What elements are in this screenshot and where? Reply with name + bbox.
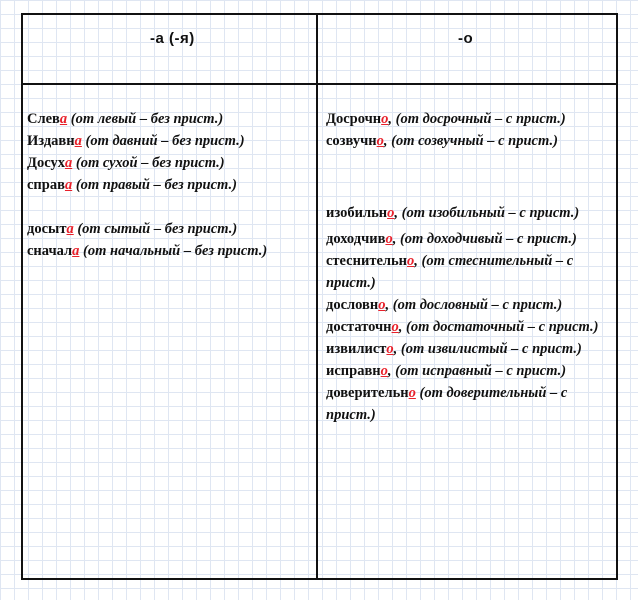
suffix: о	[387, 205, 395, 221]
suffix: а	[59, 111, 68, 127]
right-column	[326, 108, 611, 426]
column-divider	[316, 13, 318, 580]
header-divider	[21, 83, 618, 85]
entry-snachala: сначала (от начальный – без прист.)	[27, 243, 268, 259]
entry-dostatochno: достаточно, (от достаточный – с прист.)	[326, 319, 599, 335]
entry-sozvuchno: созвучно, (от созвучный – с прист.)	[326, 133, 558, 149]
suffix: о	[378, 297, 386, 313]
entry-dosukha: Досуха (от сухой – без прист.)	[27, 155, 225, 171]
header-suffix-o: -о	[458, 30, 474, 47]
suffix: о	[381, 111, 389, 127]
suffix: о	[391, 319, 399, 335]
suffix: а	[64, 155, 73, 171]
entry-dokhodchivo: доходчиво, (от доходчивый – с прист.)	[326, 231, 577, 247]
entry-sleva: Слева (от левый – без прист.)	[27, 111, 224, 127]
suffix: а	[64, 177, 73, 193]
entry-dosyta: досыта (от сытый – без прист.)	[27, 221, 238, 237]
entry-izobilno: изобильно, (от изобильный – с прист.)	[326, 205, 580, 221]
entry-doslovno: дословно, (от дословный – с прист.)	[326, 297, 563, 313]
entry-stesnitelno: стеснительно, (от стеснительный – с прист.)	[326, 253, 574, 291]
entry-ispravno: исправно, (от исправный – с прист.)	[326, 363, 567, 379]
suffix: а	[66, 221, 74, 237]
header-suffix-a: -а (-я)	[150, 30, 195, 47]
suffix: о	[385, 231, 393, 247]
suffix: а	[74, 133, 82, 149]
suffix: о	[386, 341, 394, 357]
entry-sprava: справа (от правый – без прист.)	[27, 177, 237, 193]
suffix: о	[380, 363, 388, 379]
entry-izvilisto: извилисто, (от извилистый – с прист.)	[326, 341, 582, 357]
entry-doveritelno: доверительно (от доверительный – с прист.)	[326, 385, 568, 423]
left-column	[27, 108, 315, 262]
suffix: о	[376, 133, 384, 149]
suffix: о	[407, 253, 415, 269]
entry-izdavna: Издавна (от давний – без прист.)	[27, 133, 245, 149]
entry-dosrochno: Досрочно, (от досрочный – с прист.)	[326, 111, 566, 127]
suffix: а	[72, 243, 80, 259]
suffix: о	[408, 385, 416, 401]
